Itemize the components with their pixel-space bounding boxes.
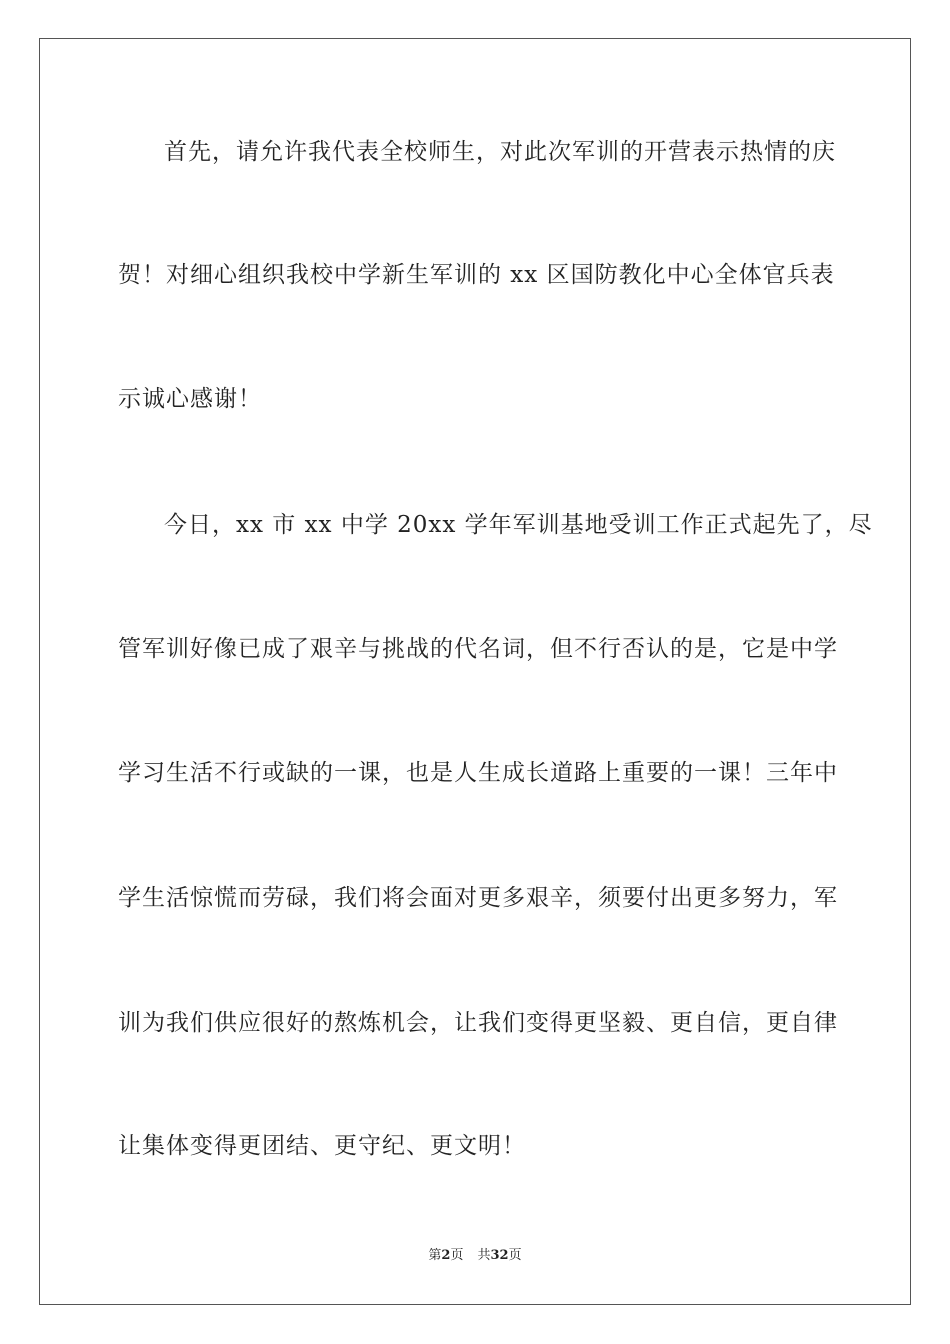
total-prefix: 共: [477, 1248, 491, 1263]
paragraph-2-line-4: 学生活惊慌而劳碌，我们将会面对更多艰辛，须要付出更多努力，军: [118, 885, 838, 911]
page-border: [39, 38, 911, 1305]
total-pages: 32: [490, 1248, 509, 1263]
paragraph-1-line-1: 首先，请允许我代表全校师生，对此次军训的开营表示热情的庆: [164, 139, 836, 165]
page-suffix: 页: [450, 1248, 464, 1263]
paragraph-1-line-2: 贺！对细心组织我校中学新生军训的 xx 区国防教化中心全体官兵表: [118, 262, 835, 288]
page-footer: [0, 1247, 950, 1265]
paragraph-2-line-3: 学习生活不行或缺的一课，也是人生成长道路上重要的一课！三年中: [118, 760, 838, 786]
paragraph-2-line-1: 今日，xx 市 xx 中学 20xx 学年军训基地受训工作正式起先了，尽: [164, 512, 873, 538]
page-prefix: 第: [428, 1248, 442, 1263]
total-suffix: 页: [508, 1248, 522, 1263]
paragraph-2-line-5: 训为我们供应很好的熬炼机会，让我们变得更坚毅、更自信，更自律: [118, 1010, 838, 1036]
paragraph-1-line-3: 示诚心感谢！: [118, 386, 262, 412]
paragraph-2-line-2: 管军训好像已成了艰辛与挑战的代名词，但不行否认的是，它是中学: [118, 636, 838, 662]
paragraph-2-line-6: 让集体变得更团结、更守纪、更文明！: [118, 1133, 526, 1159]
page-number: 2: [441, 1248, 451, 1263]
